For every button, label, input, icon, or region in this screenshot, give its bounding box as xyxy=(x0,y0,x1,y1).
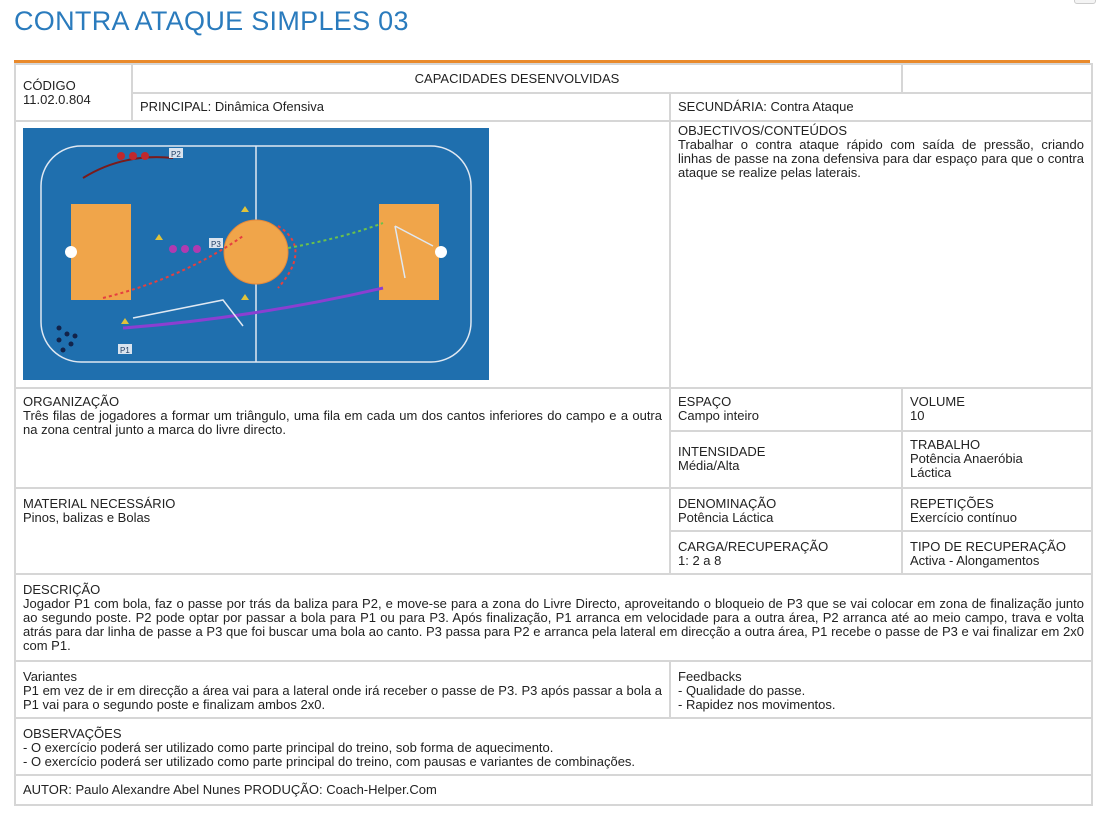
observacao-item: - O exercício poderá ser utilizado como parte principal do treino, sob forma de aquecimento. xyxy=(23,740,554,755)
volume-cell xyxy=(902,388,1092,431)
denominacao-cell xyxy=(670,488,902,531)
volume-value: 10 xyxy=(910,408,925,423)
left-goal xyxy=(65,246,77,258)
tipo-recuperacao-cell xyxy=(902,531,1092,574)
capacities-empty xyxy=(902,64,1092,93)
center-circle xyxy=(224,220,288,284)
tipo-recuperacao-value: Activa - Alongamentos xyxy=(910,553,1040,568)
volume-label: VOLUME xyxy=(910,394,965,409)
denominacao-value: Potência Láctica xyxy=(678,510,774,525)
exercise-sheet xyxy=(14,63,1093,806)
players-center xyxy=(169,245,201,253)
intensidade-cell xyxy=(670,431,902,488)
label-p3: P3 xyxy=(211,240,221,249)
feedbacks-label: Feedbacks xyxy=(678,669,742,684)
footer-cell xyxy=(15,775,1092,805)
espaco-cell xyxy=(670,388,902,431)
variantes-text: P1 em vez de ir em direcção a área vai para a lateral onde irá receber o passe de P3. P3 após passar a bola a P1 vai para o segundo poste e finalizam ambos 2x0. xyxy=(23,683,662,712)
organization-text: Três filas de jogadores a formar um triângulo, uma fila em cada um dos cantos inferiores do campo e a outra na zona central junto a marca do livre directo. xyxy=(23,408,662,437)
espaco-label: ESPAÇO xyxy=(678,394,732,409)
intensidade-label: INTENSIDADE xyxy=(678,444,766,459)
descricao-text: Jogador P1 com bola, faz o passe por trás da baliza para P2, e move-se para a zona do Livre Directo, aproveitando o bloqueio de P3 que se vai colocar em zona de finalização junto ao segundo poste. P2 pode optar por passar a bola para P1 ou para P3. Após finalização, P1 arranca em velocidade para a outra área, P2 arranca até ao meio campo, trava e volta atrás para dar linha de passe a P3 que foi buscar uma bola ao canto. P3 passa para P2 e arranca pela lateral em direcção a outra área, P1 recebe o passe de P3 e vai finalizar em 2x0 com P1. xyxy=(23,596,1084,653)
players-top xyxy=(117,152,149,160)
carga-label: CARGA/RECUPERAÇÃO xyxy=(678,539,829,554)
observacoes-cell xyxy=(15,718,1092,775)
observacao-item: - O exercício poderá ser utilizado como parte principal do treino, com pausas e variantes de combinações. xyxy=(23,754,636,769)
label-p1: P1 xyxy=(120,346,130,355)
material-cell xyxy=(15,488,670,574)
diagram-cell xyxy=(15,121,670,388)
trabalho-value-2: Láctica xyxy=(910,465,952,480)
carga-value: 1: 2 a 8 xyxy=(678,553,722,568)
variantes-label: Variantes xyxy=(23,669,77,684)
objectives-text: Trabalhar o contra ataque rápido com saída de pressão, criando linhas de passe na zona defensiva para dar espaço para que o contra ataque se realize pelas laterais. xyxy=(678,137,1084,180)
organization-label: ORGANIZAÇÃO xyxy=(23,394,120,409)
feedback-item: - Rapidez nos movimentos. xyxy=(678,697,836,712)
court-diagram xyxy=(23,128,489,380)
espaco-value: Campo inteiro xyxy=(678,408,759,423)
secundaria-cell xyxy=(670,93,1092,121)
left-area xyxy=(71,204,131,300)
trabalho-cell xyxy=(902,431,1092,488)
material-value: Pinos, balizas e Bolas xyxy=(23,510,151,525)
code-cell xyxy=(15,64,132,121)
objectives-label: OBJECTIVOS/CONTEÚDOS xyxy=(678,123,848,138)
trabalho-label: TRABALHO xyxy=(910,437,981,452)
repeticoes-value: Exercício contínuo xyxy=(910,510,1017,525)
trabalho-value-1: Potência Anaeróbia xyxy=(910,451,1023,466)
intensidade-value: Média/Alta xyxy=(678,458,740,473)
footer-credits: AUTOR: Paulo Alexandre Abel Nunes PRODUÇÃO: Coach-Helper.Com xyxy=(23,782,437,797)
feedback-item: - Qualidade do passe. xyxy=(678,683,806,698)
carga-cell xyxy=(670,531,902,574)
page-title: CONTRA ATAQUE SIMPLES 03 xyxy=(14,6,409,36)
corner-button[interactable] xyxy=(1074,0,1096,4)
right-goal xyxy=(435,246,447,258)
material-label: MATERIAL NECESSÁRIO xyxy=(23,496,176,511)
secundaria-value: SECUNDÁRIA: Contra Ataque xyxy=(678,99,854,114)
capacities-header xyxy=(132,64,902,93)
descricao-label: DESCRIÇÃO xyxy=(23,582,101,597)
denominacao-label: DENOMINAÇÃO xyxy=(678,496,777,511)
repeticoes-label: REPETIÇÕES xyxy=(910,496,994,511)
objectives-cell xyxy=(670,121,1092,388)
repeticoes-cell xyxy=(902,488,1092,531)
right-area xyxy=(379,204,439,300)
organization-cell xyxy=(15,388,670,488)
code-value: 11.02.0.804 xyxy=(23,92,91,107)
label-p2: P2 xyxy=(171,150,181,159)
capacities-label: CAPACIDADES DESENVOLVIDAS xyxy=(414,71,620,86)
feedbacks-cell xyxy=(670,661,1092,718)
tipo-recuperacao-label: TIPO DE RECUPERAÇÃO xyxy=(910,539,1067,554)
principal-cell xyxy=(132,93,670,121)
variantes-cell xyxy=(15,661,670,718)
code-label: CÓDIGO xyxy=(23,78,76,93)
descricao-cell xyxy=(15,574,1092,661)
principal-value: PRINCIPAL: Dinâmica Ofensiva xyxy=(140,99,324,114)
observacoes-label: OBSERVAÇÕES xyxy=(23,726,122,741)
